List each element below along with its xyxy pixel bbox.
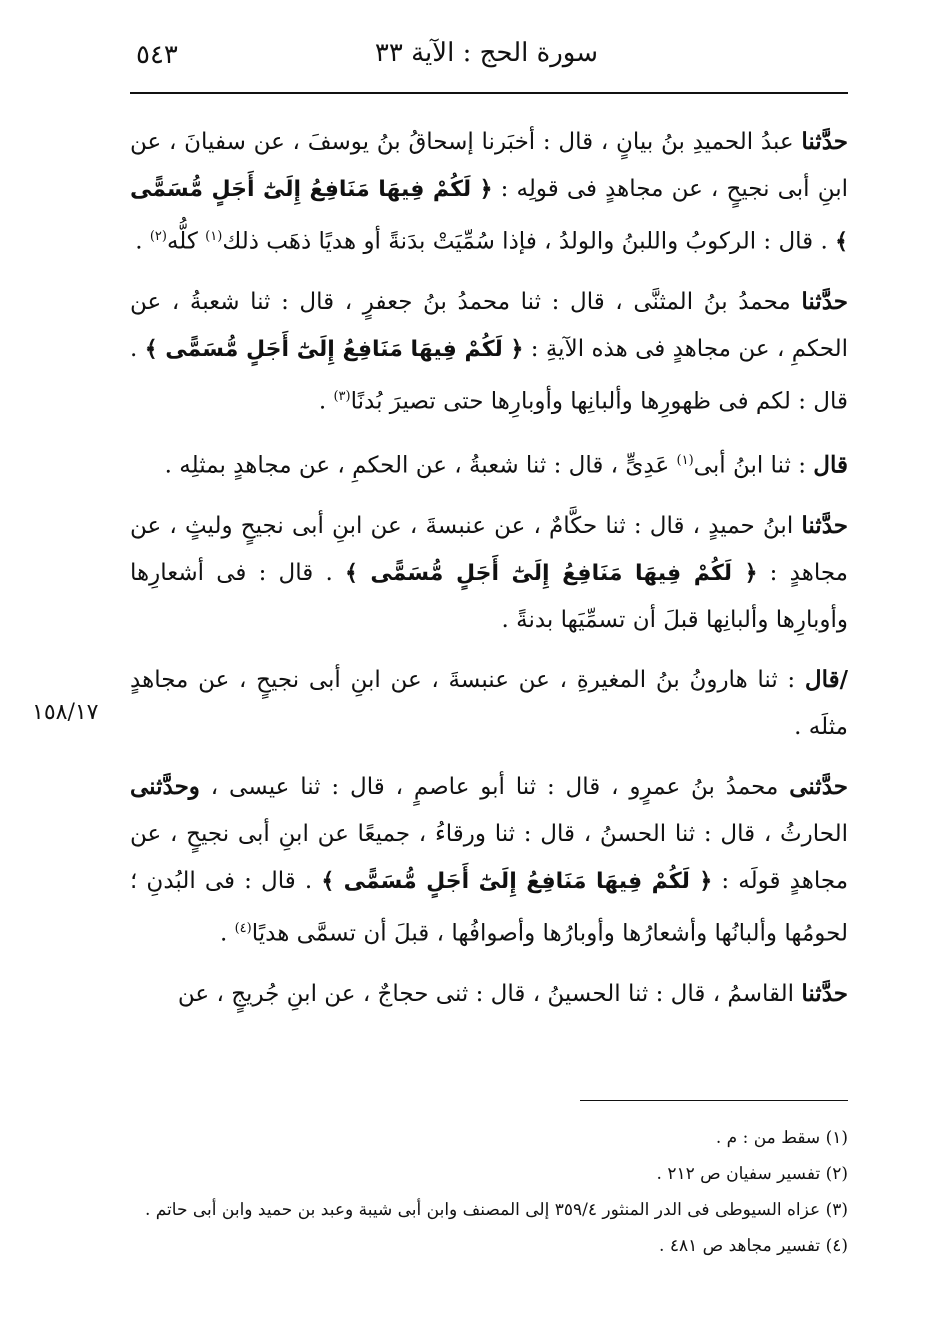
paragraph-lead: حدَّثنا [801, 979, 848, 1007]
footnote-ref: (٢) [149, 229, 167, 244]
paragraph-text: كلُّه [166, 228, 206, 255]
quran-verse: ﴿ لَكُمْ فِيهَا مَنَافِعُ إِلَىٰٓ أَجَلٍ مُّسَمًّى ﴾ [344, 560, 758, 586]
paragraph [130, 278, 848, 426]
paragraph-text: . قال : فى البُدنِ ؛ لحومُها وألبانُها وأشعارُها وأوبارُها وأصوافُها ، قبلَ أن تسمَّى هديًا [130, 867, 848, 947]
paragraph-text: الحارثُ ، قال : ثنا الحسنُ ، قال : ثنا ورقاءُ ، جميعًا عن ابنِ أبى نجيحٍ ، عن مجاهدٍ قولَه : [130, 820, 849, 894]
margin-volume-page-marker: ١٥٨/١٧ [32, 700, 99, 725]
running-header [130, 36, 848, 86]
paragraph [130, 970, 848, 1018]
paragraph [130, 437, 848, 490]
paragraph-text: . قال : لكم فى ظهورِها وألبانِها وأوبارِها حتى تصيرَ بُدنًا [130, 335, 848, 415]
header-rule [130, 92, 848, 94]
paragraph-lead: وحدَّثنى [130, 772, 200, 800]
footnote: (١) سقط من : م . [715, 1128, 848, 1148]
paragraph-lead: /قال [804, 665, 848, 693]
paragraph [130, 763, 848, 958]
footnote-rule [580, 1100, 848, 1101]
footnotes [130, 1125, 848, 1269]
footnote: (٣) عزاه السيوطى فى الدر المنثور ٣٥٩/٤ إلى المصنف وابن أبى شيبة وعبد بن حميد وابن أبى حاتم . [144, 1200, 848, 1220]
footnote-ref: (١) [676, 453, 694, 469]
paragraph-text: . قال : الركوبُ واللبنُ والولدُ ، فإذا سُمِّيَتْ بدَنةً أو هديًا ذهَب ذلك [222, 228, 836, 255]
paragraph [130, 118, 848, 266]
footnote-ref: (٣) [333, 388, 351, 404]
paragraph-lead: حدَّثنا [801, 128, 848, 155]
quran-verse: ﴿ لَكُمْ فِيهَا مَنَافِعُ إِلَىٰٓ أَجَلٍ مُّسَمًّى ﴾ [130, 177, 848, 255]
paragraph-text: : ثنا هارونُ بنُ المغيرةِ ، عن عنبسةَ ، عن ابنِ أبى نجيحٍ ، عن مجاهدٍ مثلَه . [130, 666, 848, 740]
paragraph-text: عَدِىٍّ ، قال : ثنا شعبةُ ، عن الحكمِ ، عن مجاهدٍ بمثلِه . [164, 452, 677, 479]
paragraph-lead: حدَّثنا [801, 287, 848, 315]
paragraph-text: محمدُ بنُ المثنَّى ، قال : ثنا محمدُ بنُ جعفرٍ ، قال : ثنا شعبةُ ، عن الحكمِ ، عن مجاهدٍ فى هذه الآيةِ : [130, 288, 848, 362]
paragraph-text: . قال : فى أشعارِها وأوبارِها وألبانِها قبلَ أن تسمِّيَها بدنةً . [130, 559, 848, 633]
main-text [130, 118, 848, 1030]
quran-verse: ﴿ لَكُمْ فِيهَا مَنَافِعُ إِلَىٰٓ أَجَلٍ مُّسَمًّى ﴾ [144, 336, 524, 362]
paragraph-text: . [135, 228, 150, 255]
paragraph-text: ابنُ حميدٍ ، قال : ثنا حكَّامٌ ، عن عنبسةَ ، عن ابنِ أبى نجيحٍ وليثٍ ، عن مجاهدٍ : [130, 512, 848, 586]
paragraph [130, 656, 848, 751]
paragraph-lead: قال [813, 451, 848, 479]
footnote-ref: (١) [205, 229, 223, 244]
paragraph-text: . [318, 388, 334, 415]
paragraph-text: عبدُ الحميدِ بنُ بيانٍ ، قال : أخبَرنا إسحاقُ بنُ يوسفَ ، عن سفيانَ ، عن ابنِ أبى نجيحٍ ، عن مجاهدٍ فى قولِه : [130, 129, 848, 202]
paragraph-lead: حدَّثنى [789, 772, 848, 800]
footnote: (٤) تفسير مجاهد ص ٤٨١ . [659, 1236, 848, 1256]
page-number: ٥٤٣ [136, 40, 178, 70]
paragraph [130, 502, 848, 644]
footnote: (٢) تفسير سفيان ص ٢١٢ . [656, 1164, 848, 1184]
paragraph-text: . [219, 920, 235, 947]
paragraph-text: القاسمُ ، قال : ثنا الحسينُ ، قال : ثنى حجاجٌ ، عن ابنِ جُريجٍ ، عن [177, 980, 802, 1007]
paragraph-text: محمدُ بنُ عمرٍو ، قال : ثنا أبو عاصمٍ ، قال : ثنا عيسى ، [199, 773, 790, 800]
paragraph-text: : ثنا ابنُ أبى [693, 452, 814, 479]
quran-verse: ﴿ لَكُمْ فِيهَا مَنَافِعُ إِلَىٰٓ أَجَلٍ مُّسَمًّى ﴾ [321, 868, 713, 894]
surah-title: سورة الحج : الآية ٣٣ [374, 38, 598, 68]
footnote-ref: (٤) [234, 920, 252, 936]
paragraph-lead: حدَّثنا [801, 511, 848, 539]
